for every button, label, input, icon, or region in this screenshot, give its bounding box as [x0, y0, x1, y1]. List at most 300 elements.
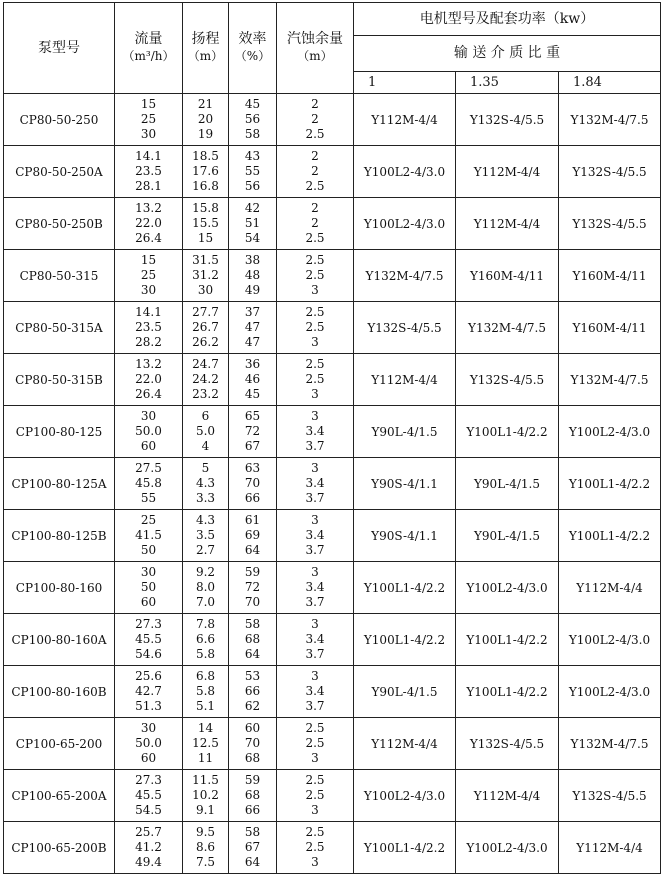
flow-cell-value: 55 — [140, 491, 157, 505]
motor-cell: Y90L-4/1.5 — [354, 666, 456, 718]
npsh-cell-value: 3.7 — [305, 439, 325, 453]
head-cell-value: 27.7 — [192, 305, 219, 319]
npsh-cell — [277, 198, 354, 250]
motor-cell: Y160M-4/11 — [559, 302, 661, 354]
motor-cell: Y112M-4/4 — [354, 94, 456, 146]
efficiency-cell-value: 60 — [244, 721, 261, 735]
flow-cell-value: 27.3 — [135, 617, 162, 631]
table-row — [4, 302, 661, 354]
efficiency-cell-value: 72 — [244, 580, 261, 594]
motor-cell: Y132S-4/5.5 — [456, 94, 559, 146]
pump-spec-sheet — [3, 2, 661, 874]
head-cell-value: 18.5 — [192, 149, 219, 163]
motor-cell: Y100L1-4/2.2 — [456, 406, 559, 458]
efficiency-cell-value: 49 — [244, 283, 261, 297]
npsh-cell-value: 3.4 — [305, 632, 325, 646]
efficiency-cell-value: 55 — [244, 164, 261, 178]
head-cell-value: 19 — [197, 127, 214, 141]
efficiency-cell — [229, 614, 277, 666]
flow-cell-value: 50.0 — [135, 736, 162, 750]
head-cell-value: 9.2 — [195, 565, 216, 579]
motor-cell: Y90S-4/1.1 — [354, 510, 456, 562]
efficiency-header: 效率 （%） — [229, 3, 277, 94]
flow-cell-value: 30 — [140, 283, 157, 297]
npsh-cell-value: 3 — [311, 335, 319, 349]
head-cell-value: 26.2 — [192, 335, 219, 349]
motor-cell: Y132M-4/7.5 — [559, 718, 661, 770]
flow-cell — [115, 562, 183, 614]
npsh-cell-value: 2.5 — [305, 231, 325, 245]
motor-cell: Y100L1-4/2.2 — [354, 614, 456, 666]
flow-cell-value: 42.7 — [135, 684, 162, 698]
motor-cell: Y132S-4/5.5 — [559, 770, 661, 822]
table-row — [4, 406, 661, 458]
efficiency-cell-value: 47 — [244, 335, 261, 349]
efficiency-cell-value: 72 — [244, 424, 261, 438]
efficiency-cell-value: 65 — [244, 409, 261, 423]
pump-model-cell: CP80-50-250B — [4, 198, 115, 250]
motor-cell: Y132M-4/7.5 — [559, 94, 661, 146]
efficiency-cell-value: 67 — [244, 840, 261, 854]
head-cell-value: 30 — [197, 283, 214, 297]
motor-cell: Y100L1-4/2.2 — [559, 458, 661, 510]
efficiency-cell-value: 61 — [244, 513, 261, 527]
motor-cell: Y100L1-4/2.2 — [456, 614, 559, 666]
npsh-cell-value: 2.5 — [305, 305, 325, 319]
npsh-cell-value: 2 — [311, 216, 319, 230]
npsh-cell-value: 2.5 — [305, 773, 325, 787]
efficiency-cell — [229, 770, 277, 822]
npsh-cell-value: 3 — [311, 751, 319, 765]
head-cell — [183, 562, 229, 614]
npsh-cell — [277, 822, 354, 874]
npsh-cell-value: 2.5 — [305, 721, 325, 735]
table-row — [4, 770, 661, 822]
head-cell — [183, 198, 229, 250]
flow-cell-value: 30 — [140, 127, 157, 141]
npsh-cell-value: 3 — [311, 855, 319, 869]
head-cell — [183, 94, 229, 146]
efficiency-cell — [229, 94, 277, 146]
pump-model-cell: CP100-80-125B — [4, 510, 115, 562]
npsh-cell-value: 2.5 — [305, 357, 325, 371]
flow-cell — [115, 94, 183, 146]
efficiency-cell — [229, 562, 277, 614]
motor-cell: Y160M-4/11 — [559, 250, 661, 302]
motor-cell: Y90L-4/1.5 — [456, 510, 559, 562]
npsh-cell-value: 2 — [311, 149, 319, 163]
sg-header-1-84: 1.84 — [559, 72, 661, 94]
pump-model-cell: CP100-65-200A — [4, 770, 115, 822]
npsh-cell-value: 2.5 — [305, 179, 325, 193]
head-cell-value: 5 — [201, 461, 210, 475]
flow-cell-value: 50.0 — [135, 424, 162, 438]
motor-cell: Y132M-4/7.5 — [354, 250, 456, 302]
motor-cell: Y100L1-4/2.2 — [354, 562, 456, 614]
flow-cell — [115, 666, 183, 718]
efficiency-cell-value: 64 — [244, 647, 261, 661]
efficiency-cell-value: 51 — [244, 216, 261, 230]
npsh-cell-value: 2 — [311, 97, 319, 111]
npsh-cell-value: 3.7 — [305, 595, 325, 609]
npsh-cell-value: 2.5 — [305, 788, 325, 802]
flow-cell-value: 22.0 — [135, 216, 162, 230]
efficiency-cell-value: 64 — [244, 855, 261, 869]
head-cell-value: 11.5 — [192, 773, 219, 787]
efficiency-cell-value: 45 — [244, 97, 261, 111]
npsh-cell — [277, 406, 354, 458]
motor-cell: Y90S-4/1.1 — [354, 458, 456, 510]
motor-cell: Y90L-4/1.5 — [354, 406, 456, 458]
npsh-cell — [277, 510, 354, 562]
pump-model-cell: CP100-80-160B — [4, 666, 115, 718]
efficiency-cell — [229, 718, 277, 770]
motor-cell: Y100L1-4/2.2 — [354, 822, 456, 874]
efficiency-cell-value: 54 — [244, 231, 261, 245]
flow-cell-value: 30 — [140, 721, 157, 735]
npsh-cell — [277, 770, 354, 822]
efficiency-cell-value: 43 — [244, 149, 261, 163]
flow-cell — [115, 354, 183, 406]
efficiency-cell-value: 48 — [244, 268, 261, 282]
head-cell-value: 17.6 — [192, 164, 219, 178]
flow-cell — [115, 822, 183, 874]
npsh-cell — [277, 94, 354, 146]
motor-cell: Y100L2-4/3.0 — [456, 562, 559, 614]
motor-cell: Y132S-4/5.5 — [456, 354, 559, 406]
head-cell-value: 8.0 — [195, 580, 216, 594]
table-row — [4, 562, 661, 614]
flow-cell-value: 26.4 — [135, 231, 162, 245]
table-row — [4, 614, 661, 666]
efficiency-cell — [229, 406, 277, 458]
npsh-cell-value: 2 — [311, 164, 319, 178]
head-cell-value: 24.2 — [192, 372, 219, 386]
pump-model-cell: CP80-50-315 — [4, 250, 115, 302]
head-cell-value: 9.5 — [195, 825, 216, 839]
efficiency-cell-value: 64 — [244, 543, 261, 557]
table-row — [4, 146, 661, 198]
head-cell-value: 24.7 — [192, 357, 219, 371]
head-cell-value: 15 — [197, 231, 214, 245]
head-cell-value: 5.0 — [195, 424, 216, 438]
head-cell — [183, 510, 229, 562]
motor-cell: Y100L2-4/3.0 — [559, 666, 661, 718]
npsh-cell-value: 3 — [311, 803, 319, 817]
flow-cell-value: 14.1 — [135, 149, 162, 163]
flow-cell-value: 13.2 — [135, 201, 162, 215]
efficiency-cell-value: 47 — [244, 320, 261, 334]
table-row — [4, 718, 661, 770]
table-row — [4, 666, 661, 718]
efficiency-cell-value: 45 — [244, 387, 261, 401]
flow-cell-value: 30 — [140, 565, 157, 579]
pump-model-cell: CP100-80-160A — [4, 614, 115, 666]
head-cell-value: 6 — [201, 409, 210, 423]
flow-cell — [115, 250, 183, 302]
npsh-cell-value: 3.4 — [305, 528, 325, 542]
npsh-cell-value: 3.7 — [305, 543, 325, 557]
npsh-cell — [277, 562, 354, 614]
flow-header: 流量 （m³/h） — [115, 3, 183, 94]
npsh-cell-value: 3.7 — [305, 491, 325, 505]
flow-cell-value: 15 — [140, 97, 157, 111]
efficiency-cell-value: 42 — [244, 201, 261, 215]
flow-cell-value: 54.6 — [135, 647, 162, 661]
npsh-cell — [277, 458, 354, 510]
head-cell-value: 5.8 — [195, 647, 216, 661]
sg-header-1-35: 1.35 — [456, 72, 559, 94]
motor-cell: Y100L2-4/3.0 — [559, 406, 661, 458]
efficiency-cell-value: 36 — [244, 357, 261, 371]
npsh-cell-value: 3.7 — [305, 647, 325, 661]
motor-cell: Y100L2-4/3.0 — [559, 614, 661, 666]
table-row — [4, 250, 661, 302]
efficiency-cell — [229, 146, 277, 198]
efficiency-cell-value: 68 — [244, 788, 261, 802]
header-row-1 — [4, 3, 661, 36]
motor-cell: Y112M-4/4 — [456, 770, 559, 822]
flow-cell-value: 14.1 — [135, 305, 162, 319]
motor-cell: Y112M-4/4 — [456, 146, 559, 198]
efficiency-cell-value: 58 — [244, 127, 261, 141]
head-header: 扬程 （m） — [183, 3, 229, 94]
head-cell-value: 14 — [197, 721, 214, 735]
efficiency-cell-value: 66 — [244, 684, 261, 698]
head-cell-value: 3.3 — [195, 491, 216, 505]
npsh-cell — [277, 250, 354, 302]
motor-cell: Y100L1-4/2.2 — [456, 666, 559, 718]
flow-cell-value: 30 — [140, 409, 157, 423]
efficiency-cell-value: 62 — [244, 699, 261, 713]
npsh-cell-value: 3.7 — [305, 699, 325, 713]
head-cell — [183, 666, 229, 718]
flow-cell-value: 49.4 — [135, 855, 162, 869]
head-cell-value: 6.6 — [195, 632, 216, 646]
flow-cell-value: 13.2 — [135, 357, 162, 371]
efficiency-cell-value: 70 — [244, 736, 261, 750]
pump-model-cell: CP100-80-125A — [4, 458, 115, 510]
efficiency-cell-value: 58 — [244, 617, 261, 631]
efficiency-cell-value: 59 — [244, 565, 261, 579]
head-cell-value: 3.5 — [195, 528, 216, 542]
flow-cell-value: 28.2 — [135, 335, 162, 349]
motor-cell: Y160M-4/11 — [456, 250, 559, 302]
flow-cell — [115, 614, 183, 666]
head-cell — [183, 250, 229, 302]
efficiency-cell — [229, 822, 277, 874]
efficiency-cell-value: 67 — [244, 439, 261, 453]
flow-cell-value: 45.5 — [135, 788, 162, 802]
motor-cell: Y112M-4/4 — [354, 718, 456, 770]
npsh-cell-value: 2.5 — [305, 736, 325, 750]
head-cell-value: 31.2 — [192, 268, 219, 282]
efficiency-cell-value: 68 — [244, 751, 261, 765]
flow-cell-value: 45.5 — [135, 632, 162, 646]
efficiency-cell-value: 69 — [244, 528, 261, 542]
flow-cell-value: 23.5 — [135, 320, 162, 334]
head-cell-value: 15.8 — [192, 201, 219, 215]
head-cell — [183, 302, 229, 354]
head-cell-value: 15.5 — [192, 216, 219, 230]
flow-cell — [115, 458, 183, 510]
head-cell-value: 11 — [197, 751, 214, 765]
flow-cell-value: 28.1 — [135, 179, 162, 193]
efficiency-cell — [229, 198, 277, 250]
flow-cell-value: 25 — [140, 513, 157, 527]
head-cell-value: 20 — [197, 112, 214, 126]
npsh-cell-value: 3.4 — [305, 580, 325, 594]
flow-cell-value: 26.4 — [135, 387, 162, 401]
flow-cell-value: 50 — [140, 580, 157, 594]
head-cell-value: 6.8 — [195, 669, 216, 683]
motor-cell: Y132S-4/5.5 — [559, 146, 661, 198]
head-cell-value: 23.2 — [192, 387, 219, 401]
npsh-cell-value: 2.5 — [305, 320, 325, 334]
head-cell-value: 5.8 — [195, 684, 216, 698]
pump-model-cell: CP80-50-250 — [4, 94, 115, 146]
head-cell-value: 7.8 — [195, 617, 216, 631]
motor-cell: Y132S-4/5.5 — [559, 198, 661, 250]
efficiency-cell-value: 63 — [244, 461, 261, 475]
motor-cell: Y112M-4/4 — [559, 562, 661, 614]
head-cell-value: 16.8 — [192, 179, 219, 193]
head-cell-value: 31.5 — [192, 253, 219, 267]
head-cell-value: 4.3 — [195, 476, 216, 490]
head-cell — [183, 458, 229, 510]
flow-cell-value: 15 — [140, 253, 157, 267]
motor-cell: Y112M-4/4 — [559, 822, 661, 874]
flow-cell — [115, 146, 183, 198]
npsh-cell-value: 3 — [311, 283, 319, 297]
motor-cell: Y90L-4/1.5 — [456, 458, 559, 510]
npsh-cell-value: 2.5 — [305, 825, 325, 839]
head-cell-value: 7.0 — [195, 595, 216, 609]
npsh-cell — [277, 718, 354, 770]
efficiency-cell-value: 70 — [244, 476, 261, 490]
flow-cell-value: 45.8 — [135, 476, 162, 490]
head-cell — [183, 354, 229, 406]
npsh-cell-value: 2.5 — [305, 253, 325, 267]
flow-cell-value: 54.5 — [135, 803, 162, 817]
efficiency-cell-value: 59 — [244, 773, 261, 787]
head-cell-value: 21 — [197, 97, 214, 111]
flow-cell-value: 27.3 — [135, 773, 162, 787]
head-cell-value: 5.1 — [195, 699, 216, 713]
head-cell-value: 26.7 — [192, 320, 219, 334]
head-cell-value: 4.3 — [195, 513, 216, 527]
head-cell — [183, 406, 229, 458]
flow-cell-value: 60 — [140, 595, 157, 609]
motor-cell: Y132S-4/5.5 — [354, 302, 456, 354]
npsh-header: 汽蚀余量 （m） — [277, 3, 354, 94]
efficiency-cell-value: 53 — [244, 669, 261, 683]
npsh-cell — [277, 354, 354, 406]
motor-cell: Y132M-4/7.5 — [456, 302, 559, 354]
flow-cell-value: 60 — [140, 439, 157, 453]
head-cell-value: 12.5 — [192, 736, 219, 750]
head-cell — [183, 614, 229, 666]
efficiency-cell-value: 66 — [244, 491, 261, 505]
pump-model-cell: CP80-50-250A — [4, 146, 115, 198]
pump-model-cell: CP80-50-315B — [4, 354, 115, 406]
npsh-cell-value: 2.5 — [305, 372, 325, 386]
motor-cell: Y132S-4/5.5 — [456, 718, 559, 770]
flow-cell — [115, 302, 183, 354]
flow-cell-value: 23.5 — [135, 164, 162, 178]
head-cell — [183, 770, 229, 822]
npsh-cell-value: 3 — [311, 669, 319, 683]
flow-cell-value: 60 — [140, 751, 157, 765]
table-row — [4, 822, 661, 874]
head-cell — [183, 718, 229, 770]
head-cell-value: 4 — [201, 439, 210, 453]
head-cell-value: 9.1 — [195, 803, 216, 817]
pump-model-header: 泵型号 — [4, 3, 115, 94]
efficiency-cell — [229, 666, 277, 718]
motor-cell: Y112M-4/4 — [354, 354, 456, 406]
pump-model-cell: CP100-65-200 — [4, 718, 115, 770]
npsh-cell — [277, 614, 354, 666]
flow-cell-value: 41.2 — [135, 840, 162, 854]
flow-cell-value: 25 — [140, 268, 157, 282]
flow-cell-value: 51.3 — [135, 699, 162, 713]
npsh-cell-value: 2 — [311, 201, 319, 215]
head-cell-value: 2.7 — [195, 543, 216, 557]
motor-cell: Y100L2-4/3.0 — [456, 822, 559, 874]
flow-cell-value: 25.7 — [135, 825, 162, 839]
npsh-cell-value: 3 — [311, 409, 319, 423]
efficiency-cell — [229, 302, 277, 354]
head-cell — [183, 822, 229, 874]
pump-model-cell: CP100-80-160 — [4, 562, 115, 614]
flow-cell-value: 41.5 — [135, 528, 162, 542]
head-cell-value: 10.2 — [192, 788, 219, 802]
npsh-cell-value: 3 — [311, 513, 319, 527]
flow-cell-value: 22.0 — [135, 372, 162, 386]
npsh-cell-value: 3.4 — [305, 684, 325, 698]
pump-model-cell: CP100-65-200B — [4, 822, 115, 874]
efficiency-cell-value: 66 — [244, 803, 261, 817]
head-cell-value: 7.5 — [195, 855, 216, 869]
pump-spec-table — [3, 2, 661, 874]
motor-cell: Y132M-4/7.5 — [559, 354, 661, 406]
efficiency-cell — [229, 510, 277, 562]
flow-cell — [115, 198, 183, 250]
efficiency-cell-value: 56 — [244, 179, 261, 193]
npsh-cell-value: 3 — [311, 387, 319, 401]
efficiency-cell — [229, 354, 277, 406]
motor-cell: Y100L2-4/3.0 — [354, 146, 456, 198]
medium-header: 输 送 介 质 比 重 — [354, 36, 661, 72]
efficiency-cell-value: 37 — [244, 305, 261, 319]
npsh-cell-value: 3 — [311, 565, 319, 579]
efficiency-cell — [229, 458, 277, 510]
npsh-cell-value: 3 — [311, 617, 319, 631]
pump-model-cell: CP80-50-315A — [4, 302, 115, 354]
efficiency-cell-value: 56 — [244, 112, 261, 126]
motor-cell: Y112M-4/4 — [456, 198, 559, 250]
table-row — [4, 198, 661, 250]
efficiency-cell — [229, 250, 277, 302]
npsh-cell-value: 2.5 — [305, 840, 325, 854]
efficiency-cell-value: 70 — [244, 595, 261, 609]
flow-cell-value: 50 — [140, 543, 157, 557]
table-row — [4, 354, 661, 406]
motor-header: 电机型号及配套功率（kw） — [354, 3, 661, 36]
npsh-cell — [277, 146, 354, 198]
motor-cell: Y100L2-4/3.0 — [354, 198, 456, 250]
